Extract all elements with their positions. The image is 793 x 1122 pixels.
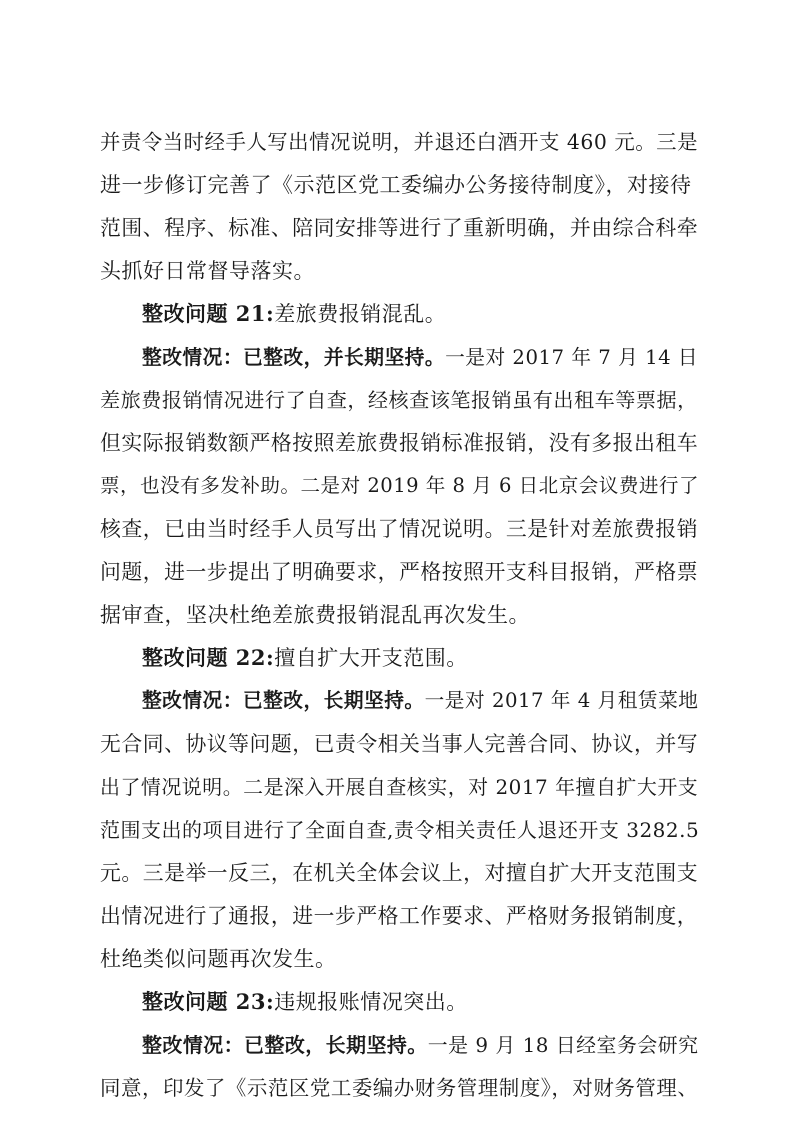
paragraph-line: 问题，进一步提出了明确要求，严格按照开支科目报销，严格票	[100, 560, 699, 584]
issue-22-heading: 整改问题 22:	[142, 645, 275, 670]
situation-22-text: 一是对 2017 年 4 月租赁菜地	[424, 689, 699, 712]
situation-22-heading: 整改情况：已整改，长期坚持。	[142, 689, 425, 712]
paragraph-line: 出情况进行了通报，进一步严格工作要求、严格财务报销制度，	[100, 904, 699, 928]
situation-23-heading: 整改情况：已整改，长期坚持。	[142, 1033, 428, 1057]
paragraph-line: 并责令当时经手人写出情况说明，并退还白酒开支 460 元。三是	[100, 130, 698, 154]
situation-22-line	[142, 681, 698, 721]
paragraph-line: 无合同、协议等问题，已责令相关当事人完善合同、协议，并写	[100, 732, 699, 756]
issue-21-heading: 整改问题 21:	[142, 301, 275, 326]
issue-22	[142, 638, 468, 678]
issue-23	[142, 982, 468, 1022]
situation-23-text: 一是 9 月 18 日经室务会研究	[427, 1034, 699, 1057]
situation-21-heading: 整改情况：已整改，并长期坚持。	[142, 345, 446, 369]
situation-21-text: 一是对 2017 年 7 月 14 日	[445, 346, 699, 369]
paragraph-line: 出了情况说明。二是深入开展自查核实，对 2017 年擅自扩大开支	[100, 775, 699, 799]
paragraph-line: 进一步修订完善了《示范区党工委编办公务接待制度》，对接待	[100, 173, 692, 197]
paragraph-line: 核查，已由当时经手人员写出了情况说明。三是针对差旅费报销	[100, 517, 699, 541]
paragraph-line: 差旅费报销情况进行了自查，经核查该笔报销虽有出租车等票据，	[100, 388, 698, 412]
paragraph-line: 元。三是举一反三，在机关全体会议上，对擅自扩大开支范围支	[100, 861, 699, 885]
paragraph-line: 同意，印发了《示范区党工委编办财务管理制度》，对财务管理、	[100, 1076, 699, 1100]
paragraph-line: 杜绝类似问题再次发生。	[100, 947, 337, 971]
paragraph-line: 但实际报销数额严格按照差旅费报销标准报销，没有多报出租车	[100, 431, 699, 455]
issue-22-text: 擅自扩大开支范围。	[274, 646, 468, 670]
paragraph-line: 票，也没有多发补助。二是对 2019 年 8 月 6 日北京会议费进行了	[100, 474, 700, 497]
issue-23-text: 违规报账情况突出。	[274, 990, 468, 1014]
situation-23-line	[142, 1025, 699, 1065]
paragraph-line: 据审查，坚决杜绝差旅费报销混乱再次发生。	[100, 603, 530, 627]
situation-21-line	[142, 337, 698, 377]
issue-23-heading: 整改问题 23:	[142, 989, 275, 1014]
paragraph-line: 范围支出的项目进行了全面自查,责令相关责任人退还开支 3282.5	[100, 818, 700, 842]
paragraph-line: 范围、程序、标准、陪同安排等进行了重新明确，并由综合科牵	[100, 216, 699, 240]
issue-21-text: 差旅费报销混乱。	[274, 302, 447, 326]
issue-21	[142, 294, 446, 334]
paragraph-line: 头抓好日常督导落实。	[100, 259, 315, 283]
